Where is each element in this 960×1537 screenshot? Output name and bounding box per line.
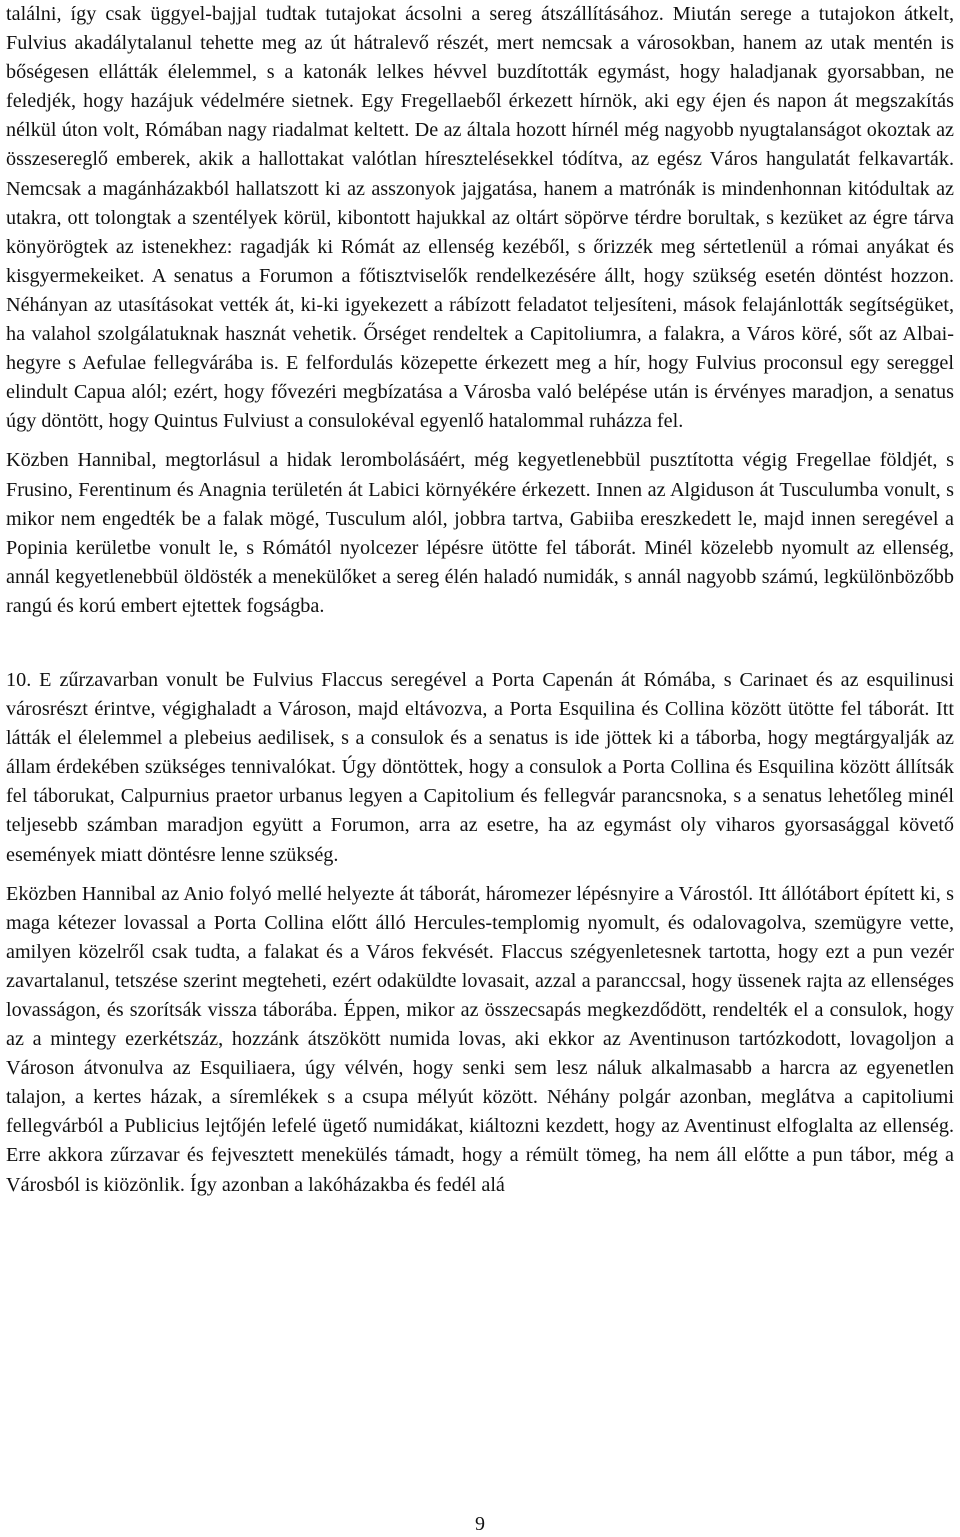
paragraph-1: találni, így csak üggyel-bajjal tudtak tutajokat ácsolni a sereg átszállításához. Miután serege a tutajokon átkelt, Fulvius akadálytalanul tehette meg az út hátralevő részét, mert nemcsak a városokban, hanem az utak mentén is bőségesen ellátták élelemmel, s a katonák lelkes hévvel buzdították egymást, hogy haladjanak gyorsabban, ne feledjék, hogy hazájuk védelmére sietnek. Egy Fregellaeből érkezett hírnök, aki egy éjen és napon át megszakítás nélkül úton volt, Rómában nagy riadalmat keltett. De az általa hozott hírnél még nagyobb nyugtalanságot okoztak az összesereglő emberek, akik a hallottakat valótlan híresztelésekkel tódítva, az egész Város hangulatát felkavarták. Nemcsak a magánházakból hallatszott ki az asszonyok jajgatása, hanem a matrónák is mindenhonnan kitódultak az utakra, ott tolongtak a szentélyek körül, kibontott hajukkal az oltárt söpörve térdre borultak, s kezüket az égre tárva könyörögtek az istenekhez: ragadják ki Rómát az ellenség kezéből, s őrizzék meg sértetlenül a római anyákat és kisgyermekeiket. A senatus a Forumon a főtisztviselők rendelkezésére állt, hogy szükség esetén döntést hozzon. Néhányan az utasításokat vették át, ki-ki igyekezett a rábízott feladatot teljesíteni, mások felajánlották segítségüket, ha valahol szolgálatuknak hasznát vehetik. Őrséget rendeltek a Capitoliumra, a falakra, a Város köré, sőt az Albai-hegyre s Aefulae fellegvárába is. E felfordulás közepette érkezett meg a hír, hogy Fulvius proconsul egy sereggel elindult Capua alól; ezért, hogy fővezéri megbízatása a Városba való belépése után is érvényes maradjon, a senatus úgy döntött, hogy Quintus Fulviust a consulokéval egyenlő hatalommal ruházza fel. <box>6 3 954 433</box>
page-number: 9 <box>475 1513 485 1535</box>
paragraph-2: Közben Hannibal, megtorlásul a hidak lerombolásáért, még kegyetlenebbül pusztította végig Fregellae földjét, s Frusino, Ferentinum és Anagnia területén át Labici környékére érkezett. Innen az Algiduson át Tusculumba vonult, s mikor nem engedték be a falak mögé, Tusculum alól, jobbra tartva, Gabiiba ereszkedett le, majd innen seregével a Popinia kerületbe vonult le, s Rómától nyolcezer lépésre ütötte fel táborát. Minél közelebb nyomult az ellenség, annál kegyetlenebbül öldösték a menekülőket a sereg élén haladó numidák, s annál nagyobb számú, legkülönbözőbb rangú és korú embert ejtettek fogságba. <box>6 449 954 617</box>
paragraph-3-chapter-10: 10. E zűrzavarban vonult be Fulvius Flaccus seregével a Porta Capenán át Rómába, s Carinaet és az esquilinusi városrészt érintve, végighaladt a Városon, majd eltávozva, a Porta Esquilina és Collina között ütötte fel táborát. Itt látták el élelemmel a plebeius aedilisek, s a consulok és a senatus is ide jöttek ki a táborba, hogy megtárgyalják az állam érdekében szükséges tennivalókat. Úgy döntöttek, hogy a consulok a Porta Collina és Esquilina között állítsák fel táborukat, Calpurnius praetor urbanus legyen a Capitolium és fellegvár parancsnoka, s a senatus lehetőleg minél teljesebb számban maradjon együtt a Forumon, arra az esetre, ha az egymást oly viharos gyorsasággal követő események miatt döntésre lenne szükség. <box>6 668 954 866</box>
document-page <box>6 0 954 1200</box>
paragraph-4: Eközben Hannibal az Anio folyó mellé helyezte át táborát, háromezer lépésnyire a Várostól. Itt állótábort épített ki, s maga kétezer lovassal a Porta Collina előtt álló Hercules-templomig nyomult, és odalovagolva, szemügyre vette, amilyen közelről csak tudta, a falakat és a Város fekvését. Flaccus szégyenletesnek tartotta, hogy ezt a pun vezér zavartalanul, tetszése szerint megteheti, ezért odaküldte lovasait, azzal a paranccsal, hogy üssenek rajta az ellenséges lovasságon, és szorítsák vissza táborába. Éppen, mikor az összecsapás megkezdődött, rendelték el a consulok, hogy az a mintegy ezerkétszáz, hozzánk átszökött numida lovas, aki ekkor az Aventinuson tartózkodott, lovagoljon a Városon átvonulva az Esquiliaera, úgy vélvén, hogy senki sem lesz náluk alkalmasabb a harcra az egyenetlen talajon, a kertes házak, a síremlékek s a csupa mélyút között. Néhány polgár azonban, meglátva a capitoliumi fellegvárból a Publicius lejtőjén lefelé ügető numidákat, kiáltozni kezdett, hogy az Aventinust elfoglalta az ellenség. Erre akkora zűrzavar és fejvesztett menekülés támadt, hogy a rémült tömeg, ha nem áll előtte a pun tábor, még a Városból is kiözönlik. Így azonban a lakóházakba és fedél alá <box>6 882 954 1196</box>
